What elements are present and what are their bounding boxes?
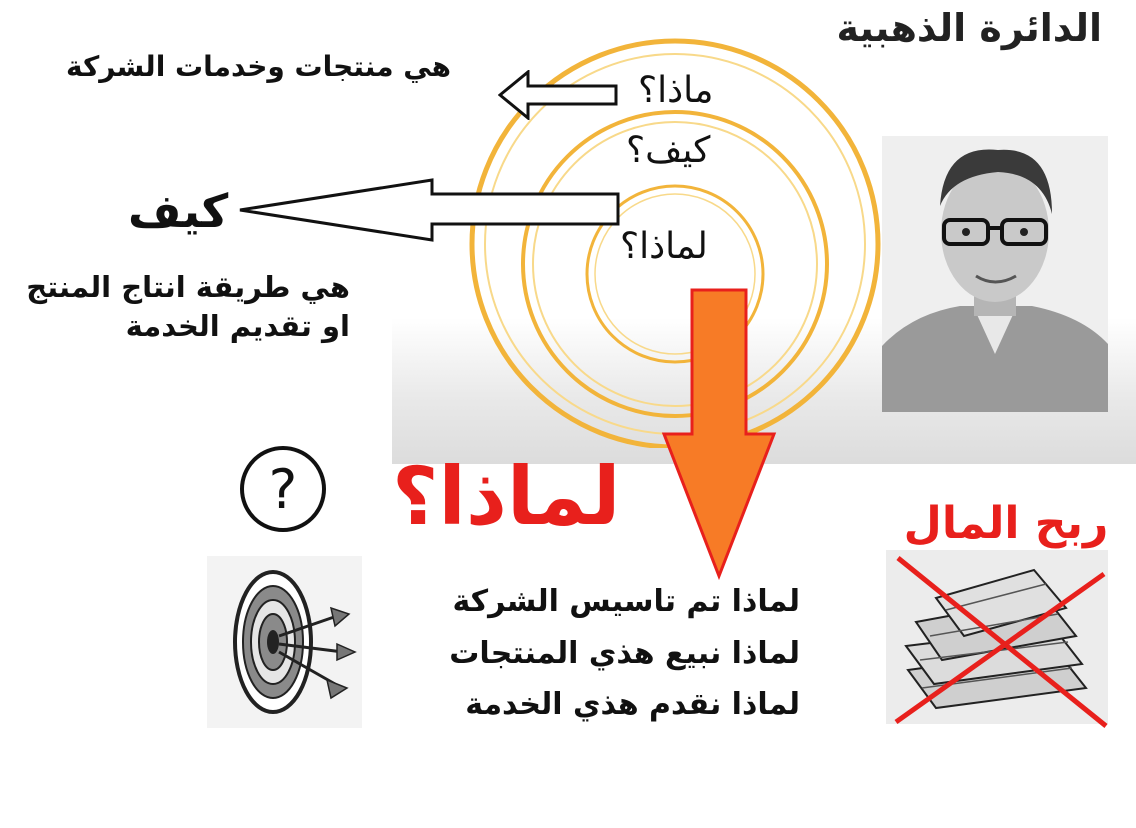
what-description: هي منتجات وخدمات الشركة	[66, 50, 452, 83]
middle-circle-label: كيف؟	[626, 130, 711, 171]
page-title: الدائرة الذهبية	[836, 6, 1102, 50]
money-label: ربح المال	[903, 498, 1109, 549]
how-description-line-2: او تقديم الخدمة	[125, 309, 350, 344]
why-lines	[420, 576, 800, 731]
outer-circle-label: ماذا؟	[638, 70, 714, 111]
inner-circle-label: لماذا؟	[620, 226, 708, 267]
how-title: كيف	[128, 184, 229, 238]
how-description-line-1: هي طريقة انتاج المنتج	[26, 270, 350, 304]
svg-text:?: ?	[268, 458, 298, 521]
what-arrow-icon	[498, 70, 622, 120]
why-down-arrow-icon	[660, 286, 780, 582]
how-arrow-icon	[236, 176, 624, 244]
why-line-3: لماذا نقدم هذي الخدمة	[465, 687, 800, 723]
why-heading: لماذا؟	[392, 450, 621, 543]
why-line-2: لماذا نبيع هذي المنتجات	[449, 635, 800, 671]
how-description	[20, 268, 350, 346]
dartboard-panel	[207, 556, 362, 728]
portrait-photo	[882, 136, 1108, 412]
question-circle-icon	[236, 444, 330, 534]
dartboard-icon	[207, 556, 362, 728]
red-cross-icon	[890, 548, 1114, 732]
why-line-1: لماذا تم تاسيس الشركة	[452, 584, 800, 619]
